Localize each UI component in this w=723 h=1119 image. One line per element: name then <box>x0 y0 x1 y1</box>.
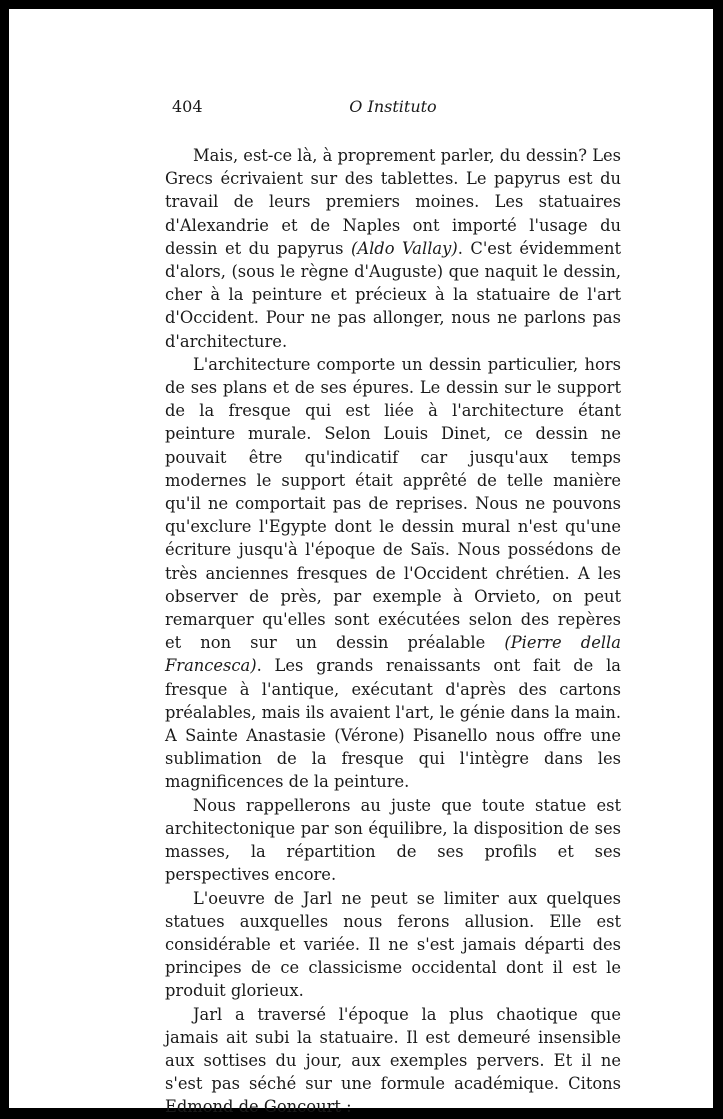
page-header <box>165 97 621 123</box>
body-text <box>165 144 621 1119</box>
paragraph <box>165 144 621 353</box>
running-title: O Instituto <box>349 97 437 116</box>
paragraph-text: Mais, est-ce là, à proprement parler, du dessin? Les Grecs écrivaient sur des tablettes. Le papyrus est du travail de leurs premiers moines. Les statuaires d'Alexandrie et de Naples ont importé l'usage du dessin et du papyrus <box>165 146 621 258</box>
paragraph-text: L'architecture comporte un dessin particulier, hors de ses plans et de ses épures. Le dessin sur le support de la fresque qui est liée à l'architecture étant peinture murale. Selon Louis Dinet, ce dessin ne pouvait être qu'indicatif car jusqu'aux temps modernes le support était apprêté de telle manière qu'il ne comportait pas de reprises. Nous ne pouvons qu'exclure l'Egypte dont le dessin mural n'est qu'une écriture jusqu'à l'époque de Saïs. Nous possédons de très anciennes fresques de l'Occident chrétien. A les observer de près, par exemple à Orvieto, on peut remarquer qu'elles sont exécutées selon des repères et non sur un dessin préalable <box>165 354 621 653</box>
paragraph-text: . Les grands renaissants ont fait de la fresque à l'antique, exécutant d'après des cartons préalables, mais ils avaient l'art, le génie dans la main. A Sainte Anastasie (Vérone) Pisanello nous offre une sublimation de la fresque qui l'intègre dans les magnificences de la peinture. <box>165 656 621 792</box>
citation: (Pierre della Francesca) <box>165 633 621 676</box>
text-block <box>165 97 621 1119</box>
paragraph <box>165 353 621 794</box>
document-page <box>9 9 713 1117</box>
citation: (Aldo Vallay) <box>350 238 458 258</box>
paragraph: L'oeuvre de Jarl ne peut se limiter aux quelques statues auxquelles nous ferons allusion. Elle est considérable et variée. Il ne s'est jamais départi des principes de ce classicisme occidental dont il est le produit glorieux. <box>165 888 621 1001</box>
paragraph-text: . C'est évidemment d'alors, (sous le règne d'Auguste) que naquit le dessin, cher à la peinture et précieux à la statuaire de l'art d'Occident. Pour ne pas allonger, nous ne parlons pas d'architecture. <box>165 238 621 351</box>
paragraph: Jarl a traversé l'époque la plus chaotique que jamais ait subi la statuaire. Il est demeuré insensible aux sottises du jour, aux exemples pervers. Et il ne s'est pas séché sur une formule académique. Citons Edmond de Goncourt : <box>165 1004 621 1117</box>
page-number: 404 <box>172 97 203 116</box>
paragraph: Nous rappellerons au juste que toute statue est architectonique par son équilibre, la disposition de ses masses, la répartition de ses profils et ses perspectives encore. <box>165 795 621 885</box>
